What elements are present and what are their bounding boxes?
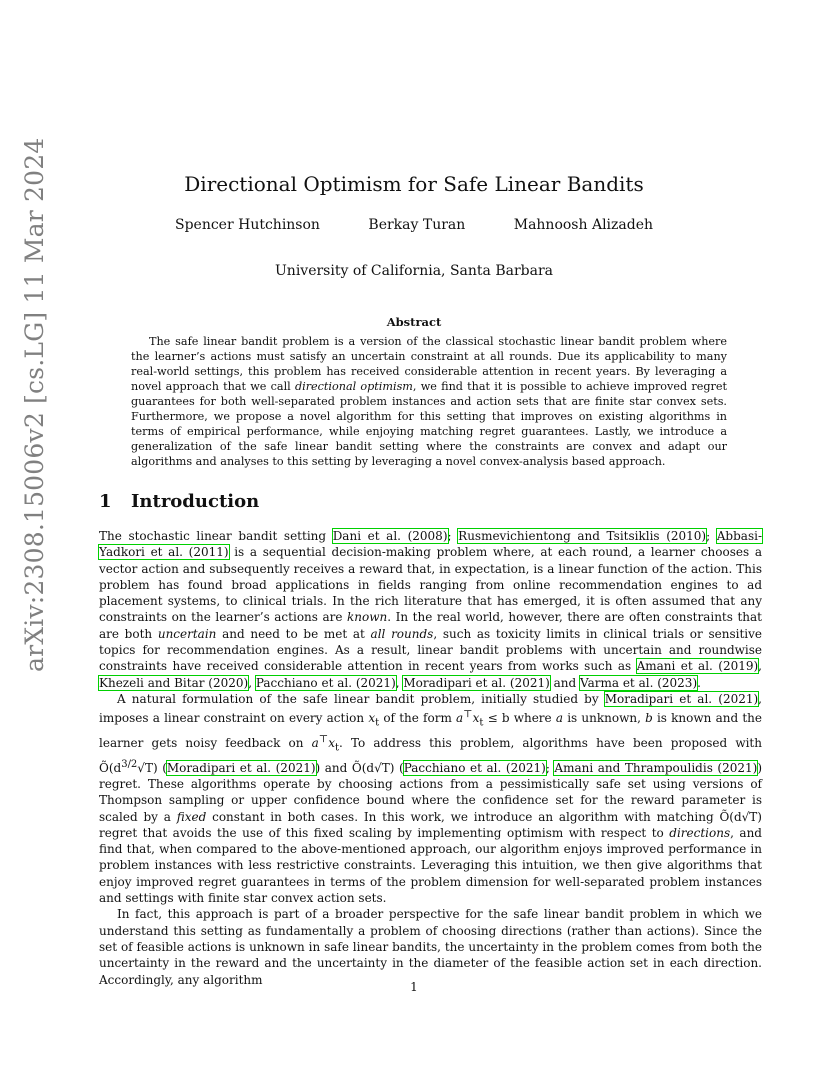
section-number: 1	[99, 491, 112, 512]
citation-link[interactable]: Varma et al. (2023)	[580, 675, 698, 690]
arxiv-identifier: arXiv:2308.15006v2 [cs.LG] 11 Mar 2024	[20, 137, 49, 672]
citation-link[interactable]: Abbasi-Yadkori et al. (2011)	[99, 529, 762, 560]
citation-link[interactable]: Rusmevichientong and Tsitsiklis (2010)	[458, 529, 707, 543]
citation-link[interactable]: Dani et al. (2008)	[332, 529, 448, 543]
emphasis: directional optimism	[294, 380, 413, 393]
abstract-heading: Abstract	[386, 315, 442, 329]
citation-link[interactable]: Pacchiano et al. (2021)	[403, 760, 546, 775]
author-list	[0, 217, 828, 233]
paragraph: In fact, this approach is part of a broader perspective for the safe linear bandit problem in which we understand this setting as fundamentally a problem of choosing directions (rather than actions). Since the set of feasible actions is unknown in safe linear bandits, the uncertainty in the problem comes from both the uncertainty in the reward and the uncertainty in the diameter of the feasible action set in each direction. Accordingly, any algorithm	[99, 907, 762, 987]
paragraph: A natural formulation of the safe linear bandit problem, initially studied by Moradipari et al. (2021), imposes a linear constraint on every action $x_t$ of the form $a^⊤x_t \le b$ where a is unknown, b is known and the learner gets noisy feedback on $a^⊤x_t$. To address this problem, algorithms have been proposed with $Õ(d^{3/2}√T)$ (Moradipari et al. (2021)) and Õ(d√T) (Pacchiano et al. (2021); Amani and Thrampoulidis (2021)) regret. These algorithms operate by choosing actions from a pessimistically safe set using versions of Thompson sampling or upper confidence bound where the confidence set for the reward parameter is scaled by a fixed constant in both cases. In this work, we introduce an algorithm with matching Õ(d√T) regret that avoids the use of this fixed scaling by implementing optimism with respect to directions, and find that, when compared to the above-mentioned approach, our algorithm enjoys improved performance in problem instances with less restrictive constraints. Leveraging this intuition, we then give algorithms that enjoy improved regret guarantees in terms of the problem dimension for well-separated problem instances and settings with finite star convex action sets.	[99, 691, 763, 906]
section-title: Introduction	[131, 491, 260, 512]
author-name: Mahnoosh Alizadeh	[513, 217, 654, 233]
page-number: 1	[410, 980, 418, 994]
author-name: Spencer Hutchinson	[174, 217, 320, 233]
affiliation: University of California, Santa Barbara	[275, 263, 553, 279]
author-name: Berkay Turan	[368, 217, 466, 233]
citation-link[interactable]: Moradipari et al. (2021)	[403, 675, 550, 690]
abstract-text: The safe linear bandit problem is a version of the classical stochastic linear bandit problem where the learner’s actions must satisfy an uncertain constraint at all rounds. Due its applicability to many real-world settings, this problem has received considerable attention in recent years. By leveraging a novel approach that we call directional optimism, we find that it is possible to achieve improved regret guarantees for both well-separated problem instances and action sets that are finite star convex sets. Furthermore, we propose a novel algorithm for this setting that improves on existing algorithms in terms of empirical performance, while enjoying matching regret guarantees. Lastly, we introduce a generalization of the safe linear bandit setting where the constraints are convex and adapt our algorithms and analyses to this setting by leveraging a novel convex-analysis based approach.	[131, 335, 727, 468]
paper-title: Directional Optimism for Safe Linear Bandits	[184, 172, 644, 196]
citation-link[interactable]: Amani and Thrampoulidis (2021)	[554, 760, 758, 775]
citation-link[interactable]: Khezeli and Bitar (2020)	[99, 675, 249, 690]
citation-link[interactable]: Moradipari et al. (2021)	[166, 760, 316, 775]
section-heading	[99, 491, 259, 512]
citation-link[interactable]: Amani et al. (2019)	[636, 659, 759, 674]
citation-link[interactable]: Moradipari et al. (2021)	[604, 691, 759, 706]
paragraph: The stochastic linear bandit setting Dani et al. (2008); Rusmevichientong and Tsitsiklis (2010); Abbasi-Yadkori et al. (2011) is a sequential decision-making problem where, at each round, a learner chooses a vector action and subsequently receives a reward that, in expectation, is a linear function of the action. This problem has found broad applications in fields ranging from online recommendation engines to ad placement systems, to clinical trials. In the rich literature that has emerged, it is often assumed that any constraints on the learner’s actions are known. In the real world, however, there are often constraints that are both uncertain and need to be met at all rounds, such as toxicity limits in clinical trials or sensitive topics for recommendation engines. As a result, linear bandit problems with uncertain and roundwise constraints have received considerable attention in recent years from works such as Amani et al. (2019), Khezeli and Bitar (2020), Pacchiano et al. (2021), Moradipari et al. (2021) and Varma et al. (2023).	[99, 529, 762, 690]
citation-link[interactable]: Pacchiano et al. (2021)	[255, 675, 396, 690]
body-text	[99, 528, 762, 988]
